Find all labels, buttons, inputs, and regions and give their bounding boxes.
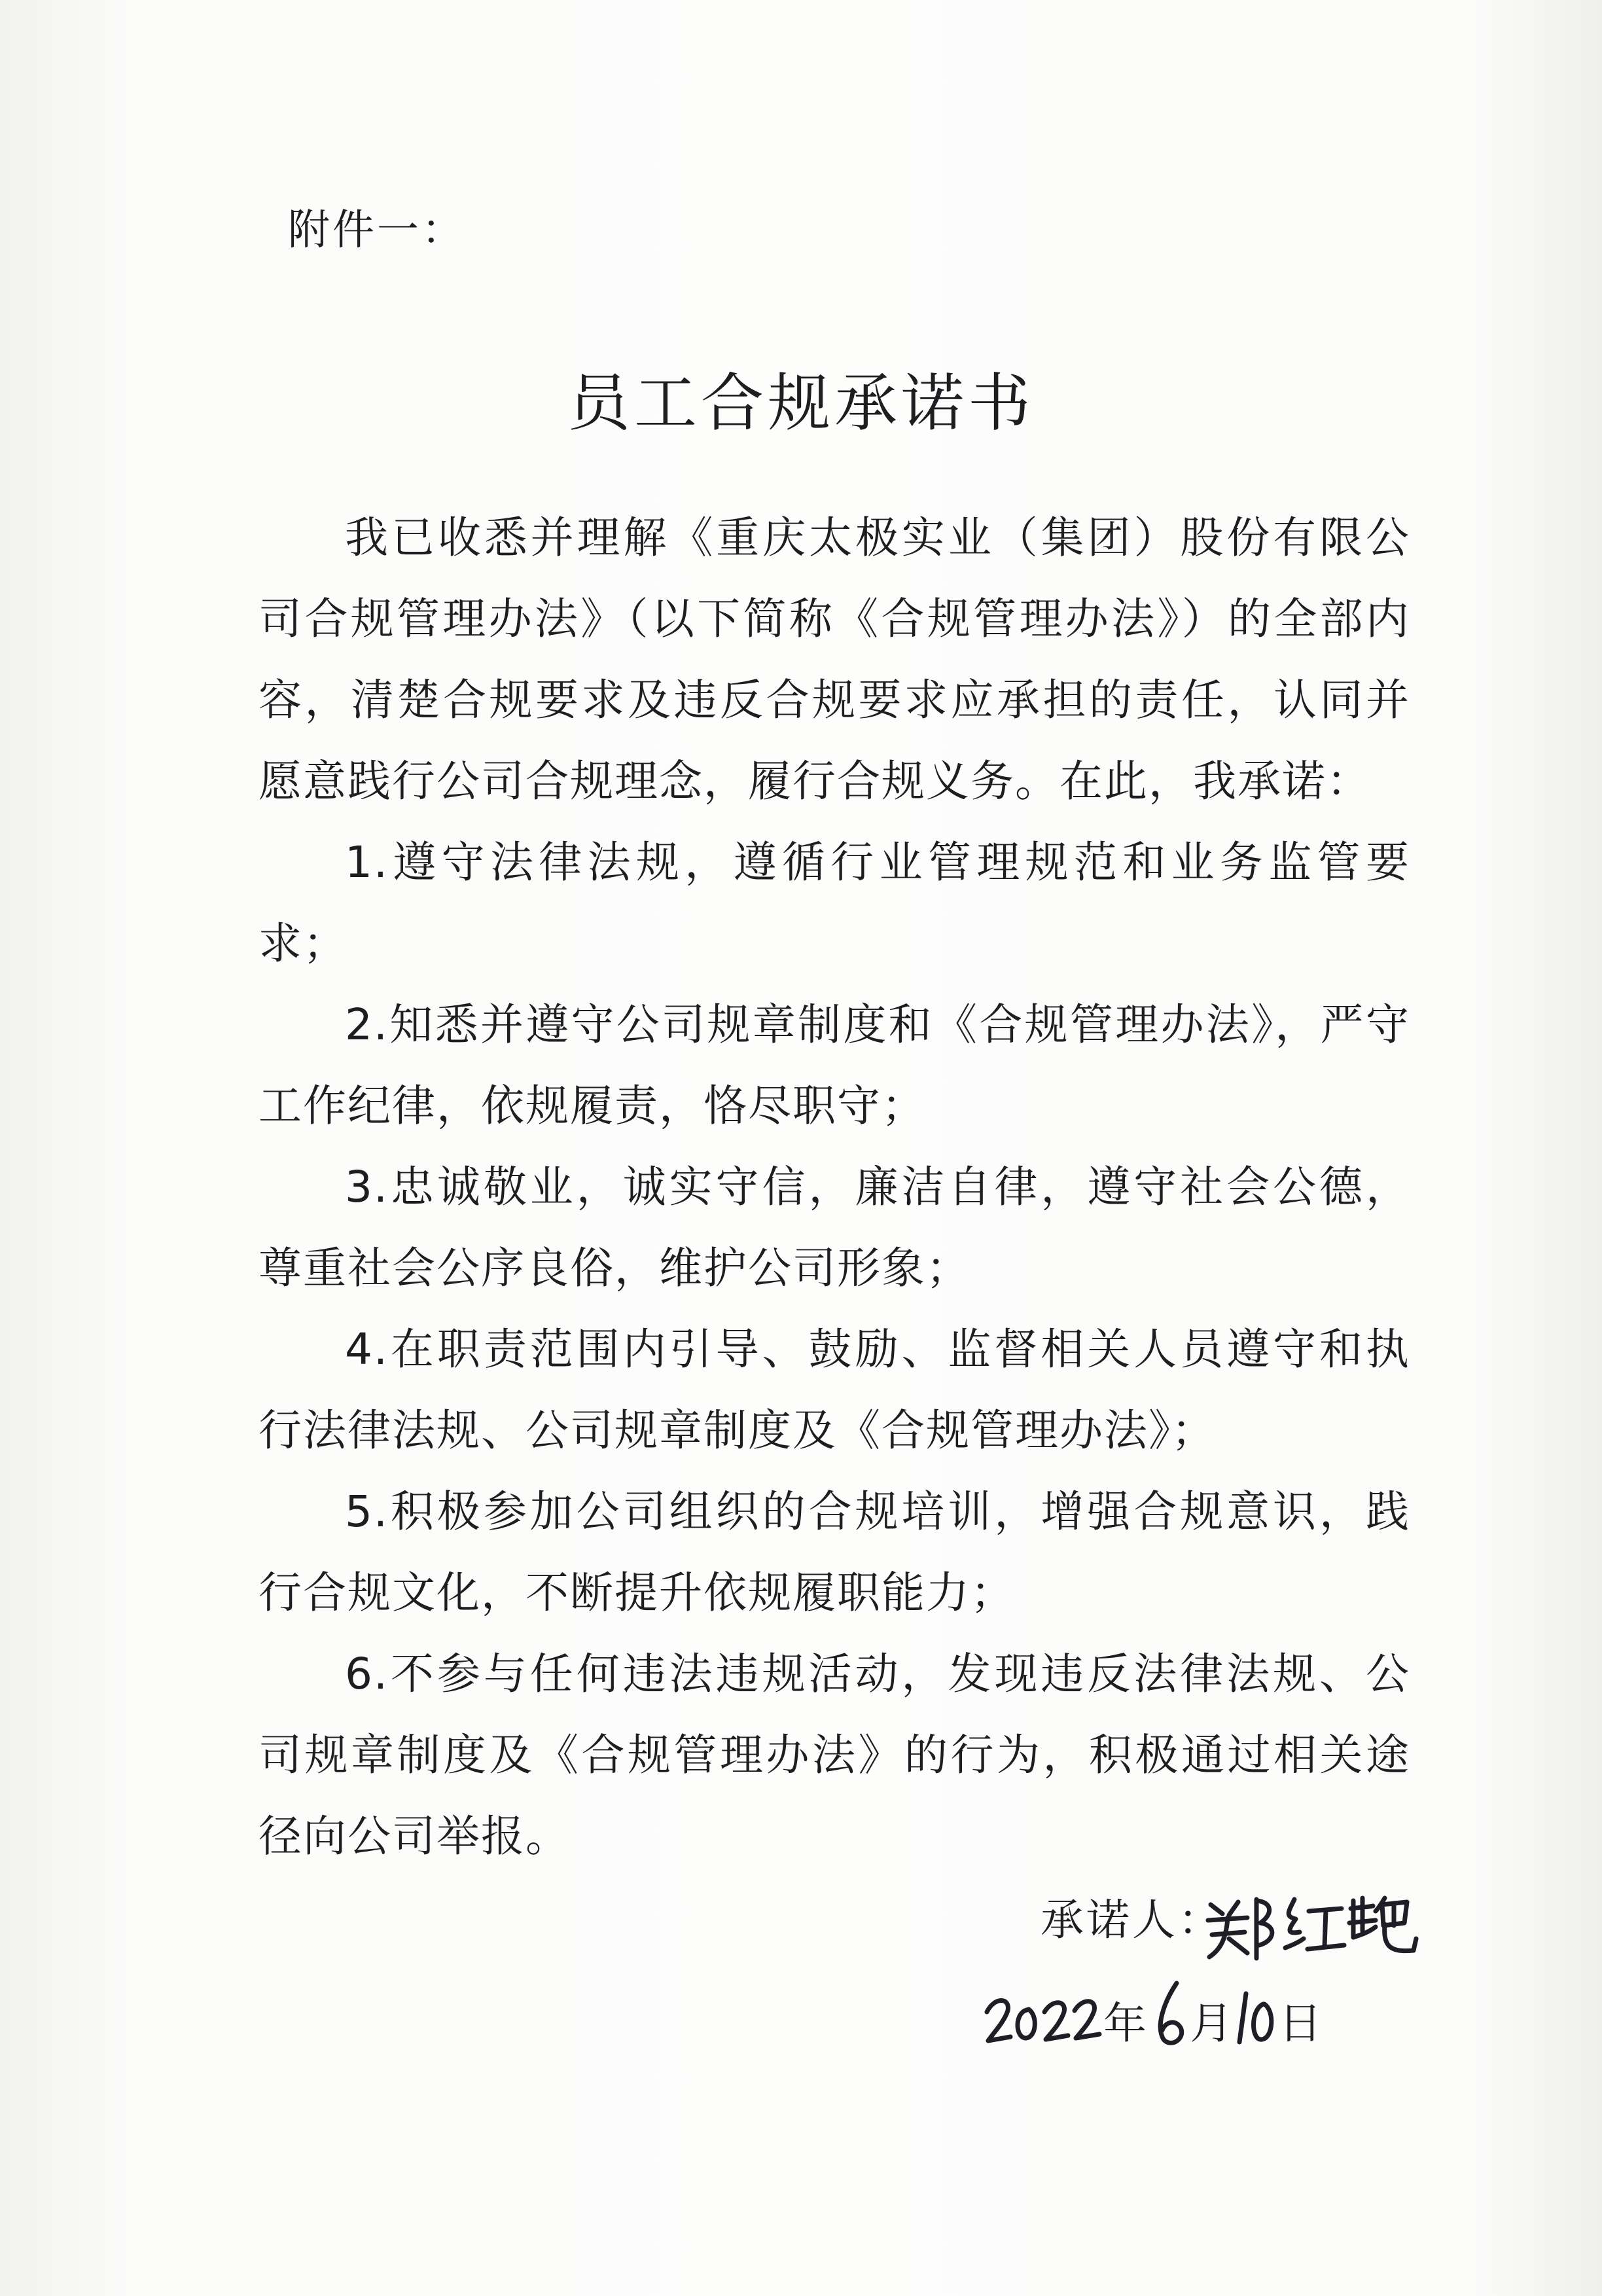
date-year-handwriting [987,2001,1099,2041]
commitment-item-2: 2.知悉并遵守公司规章制度和《合规管理办法》，严守工作纪律，依规履责，恪尽职守； [258,999,1410,1131]
handwritten-signature [1204,1885,1420,1964]
commitment-item-1: 1.遵守法律法规，遵循行业管理规范和业务监管要求； [258,837,1410,969]
signer-label: 承诺人： [1041,1895,1224,1945]
annex-label: 附件一： [288,206,466,255]
commitment-item-6: 6.不参与任何违法违规活动，发现违反法律法规、公司规章制度及《合规管理办法》的行为，积极通过相关途径向公司举报。 [258,1649,1410,1861]
commitment-item-3: 3.忠诚敬业，诚实守信，廉洁自律，遵守社会公德，尊重社会公序良俗，维护公司形象； [258,1162,1410,1293]
date-month-unit: 月 [1190,1998,1233,2049]
date-year-unit: 年 [1103,1998,1147,2049]
document-body [258,497,1410,1877]
intro-paragraph: 我已收悉并理解《重庆太极实业（集团）股份有限公司合规管理办法》（以下简称《合规管理办法》）的全部内容，清楚合规要求及违反合规要求应承担的责任，认同并愿意践行公司合规理念，履行合规义务。在此，我承诺： [258,512,1410,806]
handwritten-date [982,1970,1322,2055]
date-day-unit: 日 [1279,1998,1322,2049]
document-title: 员工合规承诺书 [567,367,1035,440]
commitment-item-5: 5.积极参加公司组织的合规培训，增强合规意识，践行合规文化，不断提升依规履职能力； [258,1486,1410,1618]
date-month-handwriting [1160,1983,1181,2043]
commitment-item-4: 4.在职责范围内引导、鼓励、监督相关人员遵守和执行法律法规、公司规章制度及《合规管理办法》； [258,1324,1410,1456]
date-day-handwriting [1239,1994,1272,2042]
